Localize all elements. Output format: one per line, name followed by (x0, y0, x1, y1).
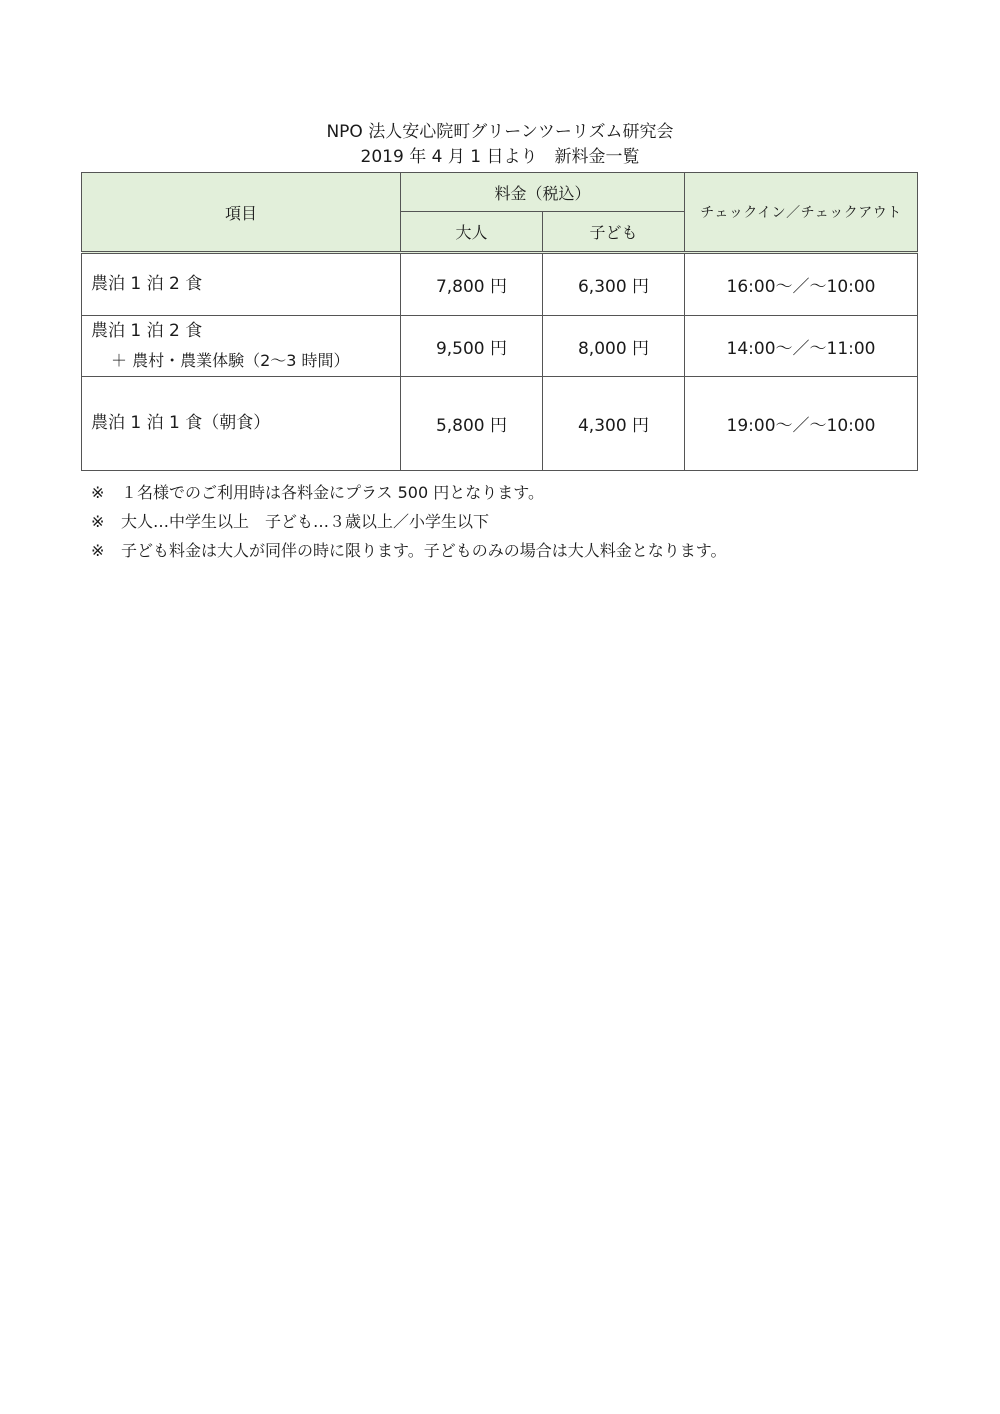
header-adult: 大人 (401, 212, 543, 253)
header-row-1 (82, 173, 918, 212)
note-mark: ※ (91, 483, 105, 502)
cell-adult-price: 7,800 円 (401, 253, 543, 316)
cell-checkin-checkout-time: 14:00～／～11:00 (685, 316, 918, 377)
header-child: 子ども (543, 212, 685, 253)
cell-item-label: 農泊 1 泊 1 食（朝食） (91, 413, 271, 433)
cell-adult-price: 5,800 円 (401, 377, 543, 471)
price-table (81, 172, 918, 471)
cell-item-sub-label: ＋ 農村・農業体験（2～3 時間） (111, 351, 350, 370)
cell-item-label: 農泊 1 泊 2 食 (91, 274, 203, 294)
table-row (82, 253, 918, 316)
cell-item (82, 377, 401, 471)
header-item: 項目 (82, 173, 401, 253)
document-title-organization: NPO 法人安心院町グリーンツーリズム研究会 (326, 122, 674, 142)
note-item (91, 507, 726, 536)
document-title-subtitle: 2019 年 4 月 1 日より 新料金一覧 (360, 147, 640, 167)
cell-child-price: 8,000 円 (543, 316, 685, 377)
note-text: １名様でのご利用時は各料金にプラス 500 円となります。 (121, 483, 544, 502)
note-item (91, 536, 726, 565)
note-item (91, 478, 726, 507)
cell-checkin-checkout-time: 16:00～／～10:00 (685, 253, 918, 316)
header-price-group: 料金（税込） (401, 173, 685, 212)
header-checkin-checkout: チェックイン／チェックアウト (685, 173, 918, 253)
note-mark: ※ (91, 512, 105, 531)
note-mark: ※ (91, 541, 105, 560)
cell-adult-price: 9,500 円 (401, 316, 543, 377)
cell-item (82, 253, 401, 316)
table-row (82, 316, 918, 377)
price-table-header (82, 173, 918, 253)
document-title (0, 120, 1000, 170)
note-text: 大人…中学生以上 子ども…３歳以上／小学生以下 (121, 512, 490, 531)
cell-item-label: 農泊 1 泊 2 食 (91, 321, 203, 341)
price-table-body (82, 253, 918, 471)
cell-checkin-checkout-time: 19:00～／～10:00 (685, 377, 918, 471)
table-row (82, 377, 918, 471)
cell-child-price: 6,300 円 (543, 253, 685, 316)
notes-list (91, 478, 726, 565)
note-text: 子ども料金は大人が同伴の時に限ります。子どものみの場合は大人料金となります。 (121, 541, 727, 560)
cell-item (82, 316, 401, 377)
cell-child-price: 4,300 円 (543, 377, 685, 471)
